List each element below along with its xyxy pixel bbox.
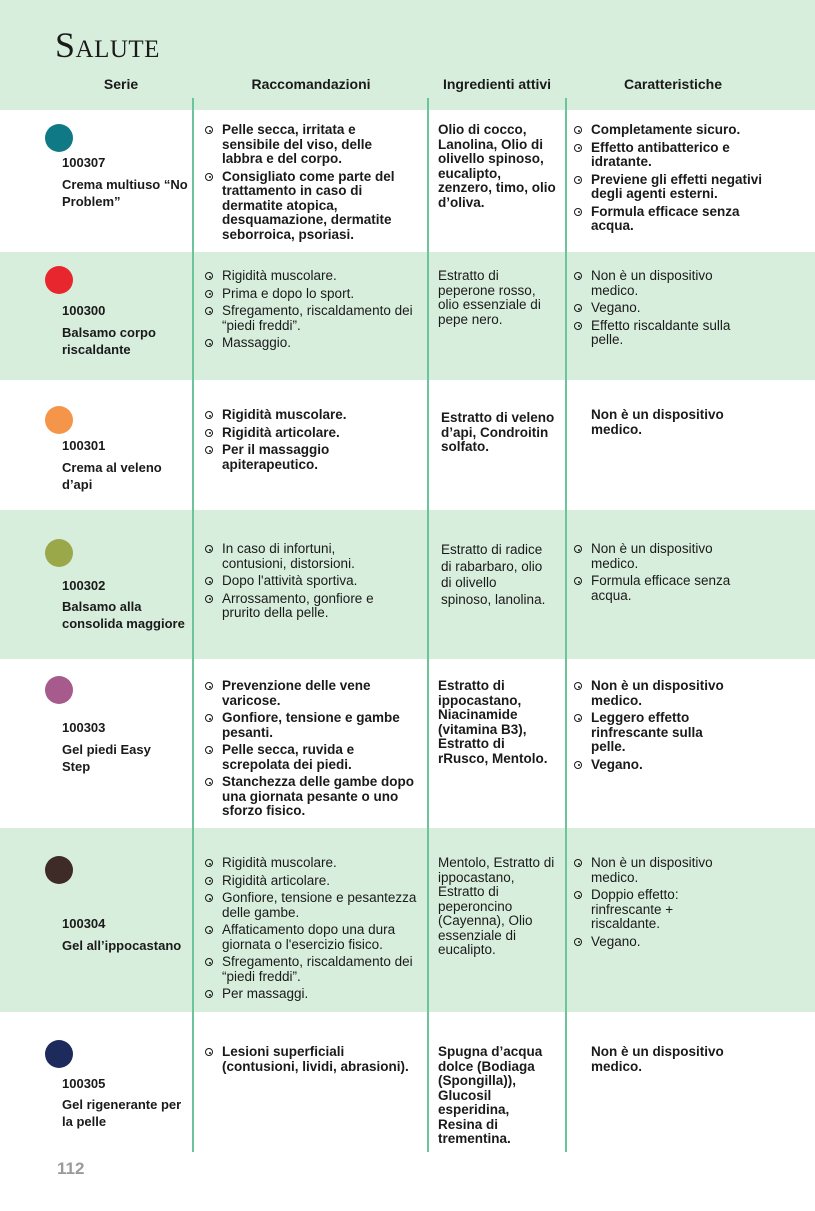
recommendations-cell [204,1045,419,1077]
ingredients-cell: Spugna d’acqua dolce (Bodiaga (Spongilla)), Glucosil esperidina, Resina di trementina. [438,1044,543,1146]
features-cell: Non è un dispositivo medico. [591,1044,724,1074]
product-code: 100307 [62,155,106,170]
ingredients-cell: Estratto di veleno d’api, Condroitin solfato. [441,410,555,454]
feature-item: Non è un dispositivo medico. [573,856,723,885]
recommendation-item: Rigidità muscolare. [204,856,419,871]
feature-item: Formula efficace senza acqua. [573,205,778,234]
column-header-caratteristiche: Caratteristiche [623,76,723,92]
column-header-serie: Serie [103,76,139,92]
page-title: Salute [55,25,160,65]
features-cell [573,269,743,351]
ingredients-cell: Olio di cocco, Lanolina, Olio di olivello spinoso, eucalipto, zenzero, timo, olio d’oliva. [438,122,556,210]
recommendation-item: Pelle secca, ruvida e screpolata dei piedi. [204,743,419,772]
recommendation-item: Dopo l'attività sportiva. [204,574,394,589]
page-number: 112 [57,1159,85,1178]
column-divider [565,98,567,1152]
feature-item: Vegano. [573,301,743,316]
feature-item: Vegano. [573,935,723,950]
recommendation-item: Rigidità articolare. [204,426,414,441]
recommendation-item: Prevenzione delle vene varicose. [204,679,419,708]
product-color-dot [45,406,73,434]
product-code: 100300 [62,303,106,318]
features-cell [573,679,733,775]
column-header-ingredienti: Ingredienti attivi [442,76,552,92]
recommendations-cell [204,542,394,624]
recommendations-cell [204,269,419,354]
recommendation-item: Sfregamento, riscaldamento dei “piedi freddi”. [204,304,419,333]
column-header-raccomandazioni: Raccomandazioni [251,76,371,92]
ingredients-cell: Estratto di ippocastano, Niacinamide (vitamina B3), Estratto di rRusco, Mentolo. [438,678,548,766]
recommendations-cell [204,408,414,475]
recommendation-item: Lesioni superficiali (contusioni, lividi, abrasioni). [204,1045,419,1074]
product-code: 100301 [62,438,106,453]
features-cell [573,856,723,952]
recommendation-item: Gonfiore, tensione e pesantezza delle gambe. [204,891,419,920]
recommendations-cell [204,679,419,822]
recommendation-item: Arrossamento, gonfiore e prurito della pelle. [204,592,394,621]
feature-item: Non è un dispositivo medico. [573,542,753,571]
ingredients-cell: Estratto di radice di rabarbaro, olio di olivello spinoso, lanolina. [441,542,546,607]
recommendation-item: Stanchezza delle gambe dopo una giornata pesante o uno sforzo fisico. [204,775,419,819]
recommendation-item: Rigidità muscolare. [204,408,414,423]
product-color-dot [45,676,73,704]
product-code: 100304 [62,916,106,931]
features-cell: Non è un dispositivo medico. [591,407,724,437]
product-name: Gel rigenerante per la pelle [62,1097,182,1129]
ingredients-cell: Mentolo, Estratto di ippocastano, Estratto di peperoncino (Cayenna), Olio essenziale di eucalipto. [438,855,555,957]
recommendation-item: Rigidità muscolare. [204,269,419,284]
column-divider [192,98,194,1152]
product-code: 100302 [62,578,106,593]
product-name: Crema multiuso “No Problem” [62,177,188,209]
product-name: Gel piedi Easy Step [62,742,151,774]
product-name: Balsamo corpo riscaldante [62,325,156,357]
product-color-dot [45,266,73,294]
feature-item: Effetto riscaldante sulla pelle. [573,319,743,348]
product-code: 100305 [62,1076,106,1091]
feature-item: Previene gli effetti negativi degli agenti esterni. [573,173,778,202]
recommendation-item: Per il massaggio apiterapeutico. [204,443,414,472]
product-name: Balsamo alla consolida maggiore [62,599,185,631]
recommendation-item: Sfregamento, riscaldamento dei “piedi freddi”. [204,955,419,984]
feature-item: Non è un dispositivo medico. [573,269,743,298]
recommendation-item: Consigliato come parte del trattamento in caso di dermatite atopica, desquamazione, dermatite seborroica, psoriasi. [204,170,414,243]
recommendation-item: Per massaggi. [204,987,419,1002]
product-color-dot [45,1040,73,1068]
features-cell [573,542,753,606]
recommendation-item: Massaggio. [204,336,419,351]
feature-item: Doppio effetto: rinfrescante + riscaldante. [573,888,723,932]
product-color-dot [45,856,73,884]
recommendation-item: In caso di infortuni, contusioni, distorsioni. [204,542,394,571]
recommendation-item: Pelle secca, irritata e sensibile del viso, delle labbra e del corpo. [204,123,414,167]
feature-item: Completamente sicuro. [573,123,778,138]
feature-item: Leggero effetto rinfrescante sulla pelle. [573,711,733,755]
recommendations-cell [204,123,414,245]
recommendation-item: Gonfiore, tensione e gambe pesanti. [204,711,419,740]
feature-item: Formula efficace senza acqua. [573,574,753,603]
features-cell [573,123,778,237]
feature-item: Vegano. [573,758,733,773]
recommendation-item: Rigidità articolare. [204,874,419,889]
product-name: Crema al veleno d’api [62,460,162,492]
product-code: 100303 [62,720,106,735]
recommendation-item: Affaticamento dopo una dura giornata o l'esercizio fisico. [204,923,419,952]
product-color-dot [45,124,73,152]
recommendations-cell [204,856,419,1005]
feature-item: Non è un dispositivo medico. [573,679,733,708]
product-color-dot [45,539,73,567]
ingredients-cell: Estratto di peperone rosso, olio essenziale di pepe nero. [438,268,541,327]
feature-item: Effetto antibatterico e idratante. [573,141,778,170]
column-divider [427,98,429,1152]
product-name: Gel all’ippocastano [62,938,182,953]
recommendation-item: Prima e dopo lo sport. [204,287,419,302]
